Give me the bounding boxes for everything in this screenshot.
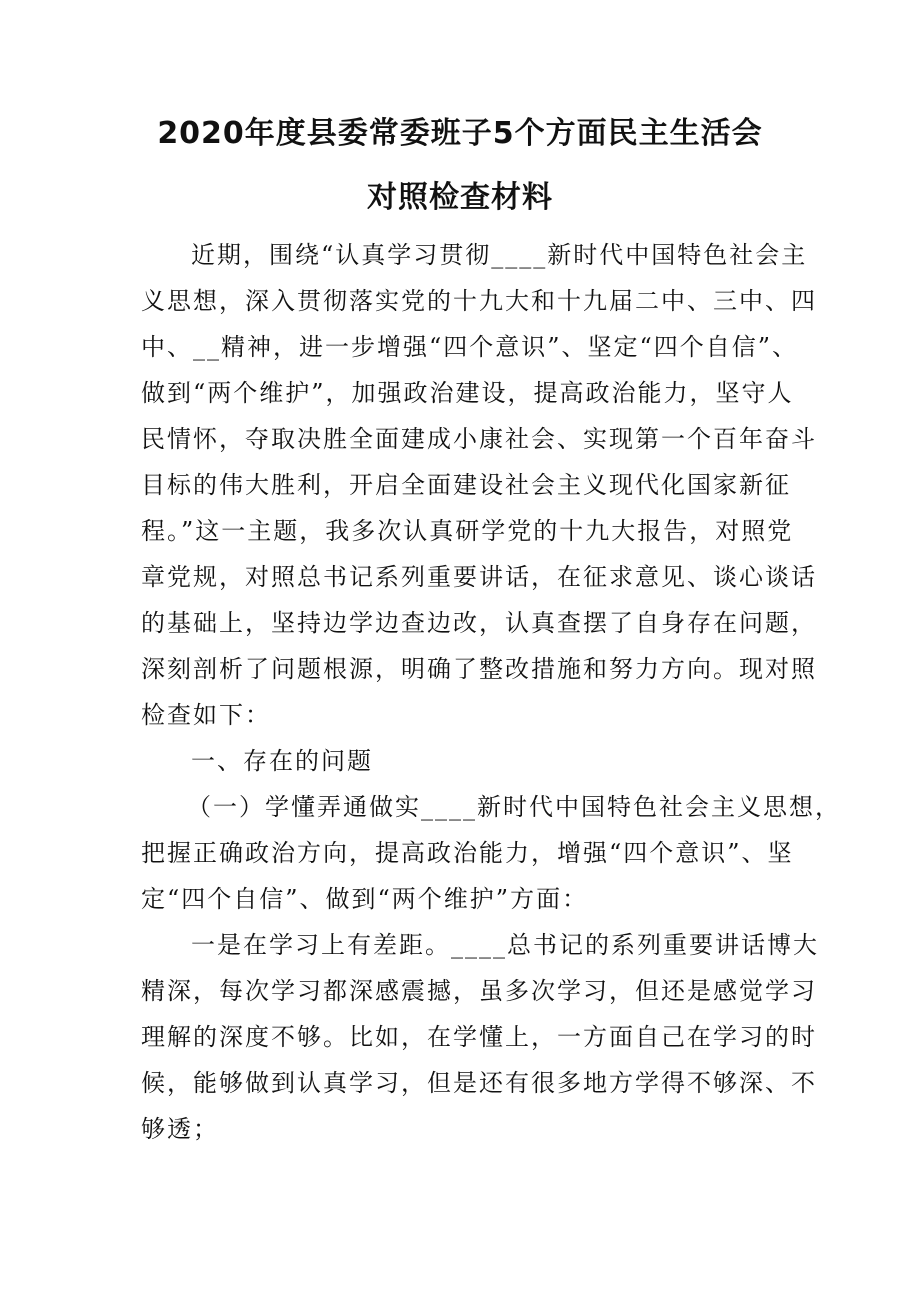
document-body <box>141 232 841 1152</box>
paragraph-2-line: 把握正确政治方向，提高政治能力，增强“四个意识”、坚 <box>141 839 794 867</box>
paragraph-3-line: 精深，每次学习都深感震撼，虽多次学习，但还是感觉学习 <box>141 977 817 1005</box>
paragraph-3-line: 一是在学习上有差距。____总书记的系列重要讲话博大 <box>191 931 819 959</box>
paragraph-1-line: 做到“两个维护”，加强政治建设，提高政治能力，坚守人 <box>141 379 794 407</box>
section-heading: 一、存在的问题 <box>191 747 373 775</box>
paragraph-1-line: 近期，围绕“认真学习贯彻____新时代中国特色社会主 <box>191 241 808 269</box>
paragraph-1-line: 的基础上，坚持边学边查边改，认真查摆了自身存在问题， <box>141 609 817 637</box>
paragraph-1-line: 民情怀，夺取决胜全面建成小康社会、实现第一个百年奋斗 <box>141 425 817 453</box>
paragraph-1-line: 深刻剖析了问题根源，明确了整改措施和努力方向。现对照 <box>141 655 817 683</box>
paragraph-1-line: 目标的伟大胜利，开启全面建设社会主义现代化国家新征 <box>141 471 791 499</box>
paragraph-2-line: （一）学懂弄通做实____新时代中国特色社会主义思想， <box>187 793 841 821</box>
paragraph-3-line: 够透； <box>141 1115 219 1143</box>
paragraph-3-line: 候，能够做到认真学习，但是还有很多地方学得不够深、不 <box>141 1069 817 1097</box>
paragraph-1-line: 章党规，对照总书记系列重要讲话，在征求意见、谈心谈话 <box>141 563 817 591</box>
paragraph-1-line: 程。”这一主题，我多次认真研学党的十九大报告，对照党 <box>141 517 794 545</box>
document-title-line-1: 2020年度县委常委班子5个方面民主生活会 <box>157 116 763 151</box>
paragraph-3-line: 理解的深度不够。比如，在学懂上，一方面自己在学习的时 <box>141 1023 817 1051</box>
paragraph-2-line: 定“四个自信”、做到“两个维护”方面： <box>141 885 589 913</box>
document-title-line-2: 对照检查材料 <box>367 180 553 215</box>
paragraph-1-line: 中、__精神，进一步增强“四个意识”、坚定“四个自信”、 <box>141 333 799 361</box>
paragraph-1-line: 检查如下： <box>141 701 271 729</box>
paragraph-1-line: 义思想，深入贯彻落实党的十九大和十九届二中、三中、四 <box>141 287 817 315</box>
